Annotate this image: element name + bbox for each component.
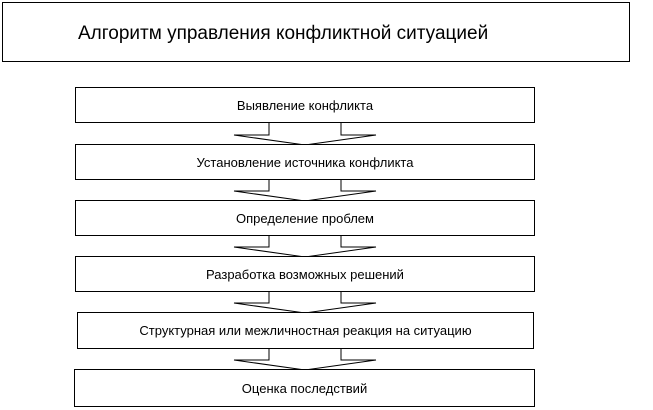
diagram-title: Алгоритм управления конфликтной ситуацией [78, 23, 489, 44]
arrow-2-3 [234, 179, 376, 201]
arrow-5-6 [234, 348, 376, 370]
arrow-1-2 [234, 122, 376, 145]
step-label: Разработка возможных решений [206, 266, 404, 282]
step-develop-solutions [75, 256, 535, 292]
step-identify-source [75, 144, 535, 180]
step-evaluate-consequences [74, 369, 535, 407]
step-reaction [77, 312, 534, 349]
arrow-3-4 [234, 235, 376, 257]
step-detect-conflict [75, 87, 535, 123]
step-define-problems [75, 200, 535, 236]
step-label: Выявление конфликта [236, 97, 374, 113]
step-label: Оценка последствий [241, 380, 368, 396]
arrow-4-5 [234, 291, 376, 313]
step-label: Структурная или межличностная реакция на ситуацию [139, 323, 472, 338]
step-label: Установление источника конфликта [196, 154, 414, 170]
step-label: Определение проблем [236, 210, 374, 226]
